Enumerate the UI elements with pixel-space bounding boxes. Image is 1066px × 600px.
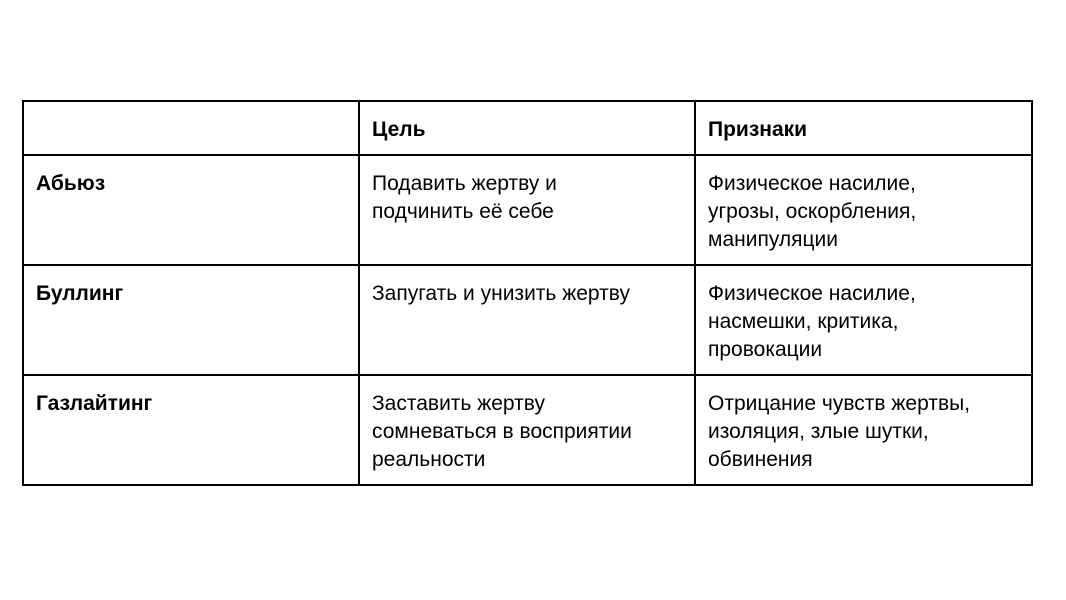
comparison-table-container [22, 100, 1033, 486]
table-row [23, 265, 1032, 375]
term-cell: Газлайтинг [23, 375, 359, 485]
goal-line: Заставить жертву [372, 392, 545, 415]
term-cell: Абьюз [23, 155, 359, 265]
signs-cell [695, 375, 1032, 485]
goal-line: подчинить её себе [372, 200, 554, 223]
goal-line: реальности [372, 448, 486, 471]
signs-line: Физическое насилие, [708, 282, 916, 305]
signs-line: обвинения [708, 448, 813, 471]
header-cell-goal: Цель [359, 101, 695, 155]
header-cell-empty [23, 101, 359, 155]
signs-line: Физическое насилие, [708, 172, 916, 195]
goal-cell [359, 155, 695, 265]
signs-cell [695, 155, 1032, 265]
signs-line: изоляция, злые шутки, [708, 420, 929, 443]
signs-cell [695, 265, 1032, 375]
signs-line: угрозы, оскорбления, [708, 200, 917, 223]
table-row [23, 155, 1032, 265]
goal-cell [359, 265, 695, 375]
goal-line: сомневаться в восприятии [372, 420, 632, 443]
term-cell: Буллинг [23, 265, 359, 375]
comparison-table [22, 100, 1033, 486]
signs-line: манипуляции [708, 228, 838, 251]
goal-line: Запугать и унизить жертву [372, 282, 630, 305]
table-header-row [23, 101, 1032, 155]
signs-line: насмешки, критика, [708, 310, 899, 333]
table-row [23, 375, 1032, 485]
signs-line: провокации [708, 338, 823, 361]
goal-cell [359, 375, 695, 485]
goal-line: Подавить жертву и [372, 172, 557, 195]
header-cell-signs: Признаки [695, 101, 1032, 155]
signs-line: Отрицание чувств жертвы, [708, 392, 971, 415]
